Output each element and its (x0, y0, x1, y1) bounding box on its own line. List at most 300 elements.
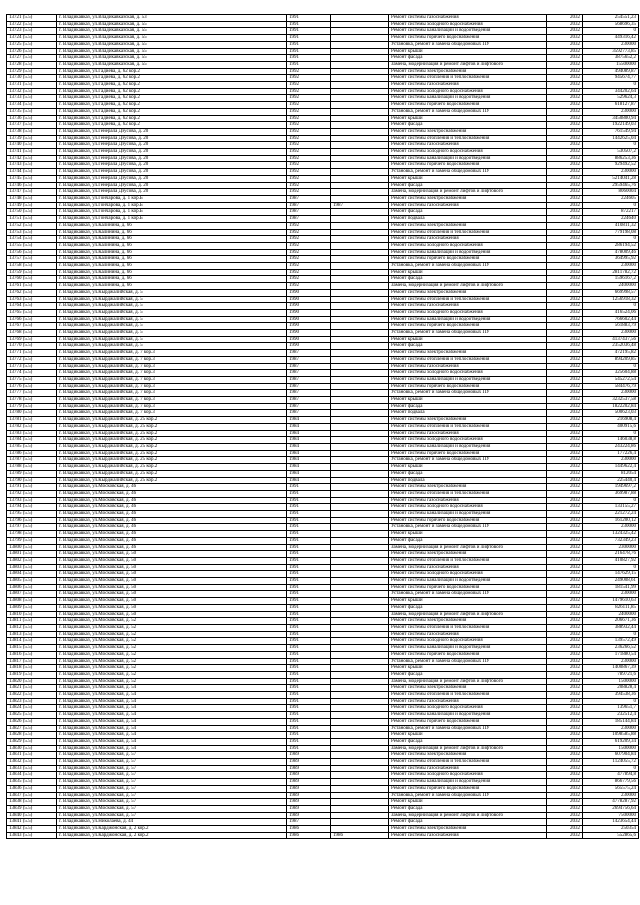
cell-build-year: 1991 (287, 598, 331, 605)
cell-extra-year (331, 82, 389, 89)
cell-build-year: 1991 (287, 61, 331, 68)
cell-work-type: Ремонт системы канализации и водоотведения (389, 155, 547, 162)
cell-address: г. Владикавказ, ул.Гадиева, д. 62 кор.2 (57, 108, 287, 115)
cell-cost: 494089,87 (583, 68, 639, 75)
cell-row-number: 13763 (5.5) (7, 296, 57, 303)
cell-extra-year (331, 376, 389, 383)
cell-address: г. Владикавказ, ул.Генерала Дзусова, д. 20 (57, 175, 287, 182)
cell-work-type: Ремонт системы холодного водоснабжения (389, 370, 547, 377)
table-row (7, 363, 639, 370)
cell-cost: 2400000 (583, 611, 639, 618)
cell-work-type: Ремонт системы отопления и теплоснабжения (389, 490, 547, 497)
cell-row-number: 13797 (5.5) (7, 524, 57, 531)
table-row (7, 732, 639, 739)
cell-row-number: 13768 (5.5) (7, 330, 57, 337)
cell-extra-year (331, 28, 389, 35)
cell-plan-year: 2032 (547, 303, 583, 310)
cell-work-type: Ремонт системы газоснабжения (389, 698, 547, 705)
cell-work-type: Ремонт системы электроснабжения (389, 618, 547, 625)
cell-address: г. Владикавказ, ул.Московская, д. 52 (57, 671, 287, 678)
cell-work-type: Ремонт системы отопления и теплоснабжения (389, 356, 547, 363)
cell-address: г. Владикавказ, ул.Московская, д. 54 (57, 718, 287, 725)
cell-address: г. Владикавказ, ул.Николаева, д. 44 (57, 819, 287, 826)
table-row (7, 195, 639, 202)
cell-work-type: Ремонт фасада (389, 276, 547, 283)
cell-row-number: 13840 (5.5) (7, 812, 57, 819)
cell-plan-year: 2032 (547, 799, 583, 806)
cell-address: г. Владикавказ, ул.Кырджалийская, д. 7 кор.3 (57, 397, 287, 404)
cell-extra-year (331, 638, 389, 645)
cell-address: г. Владикавказ, ул.Гончарова, д. 1 кор.Б (57, 195, 287, 202)
cell-plan-year: 2032 (547, 698, 583, 705)
cell-build-year: 1991 (287, 638, 331, 645)
cell-work-type: Установка, ремонт и замена общедомовых ПУ (389, 108, 547, 115)
cell-row-number: 13729 (5.5) (7, 68, 57, 75)
cell-work-type: Ремонт фасада (389, 343, 547, 350)
cell-build-year: 1991 (287, 578, 331, 585)
cell-row-number: 13758 (5.5) (7, 263, 57, 270)
cell-build-year: 1987 (287, 376, 331, 383)
cell-build-year: 1991 (287, 745, 331, 752)
cell-work-type: Ремонт системы электроснабжения (389, 222, 547, 229)
table-row (7, 175, 639, 182)
cell-work-type: Ремонт системы горячего водоснабжения (389, 517, 547, 524)
cell-work-type: Установка, ремонт и замена общедомовых ПУ (389, 169, 547, 176)
cell-plan-year: 2032 (547, 122, 583, 129)
cell-cost: 243224,86 (583, 444, 639, 451)
cell-build-year: 1992 (287, 236, 331, 243)
cell-row-number: 13795 (5.5) (7, 511, 57, 518)
cell-plan-year: 2032 (547, 370, 583, 377)
cell-address: г. Владикавказ, ул.Калинина, д. 66 (57, 229, 287, 236)
cell-cost: 181541,99 (583, 584, 639, 591)
cell-work-type: Ремонт системы электроснабжения (389, 195, 547, 202)
cell-row-number: 13820 (5.5) (7, 678, 57, 685)
cell-cost: 500623,03 (583, 410, 639, 417)
cell-address: г. Владикавказ, ул.Московская, д. 46 (57, 504, 287, 511)
cell-row-number: 13737 (5.5) (7, 122, 57, 129)
cell-address: г. Владикавказ, ул.Московская, д. 57 (57, 812, 287, 819)
cell-build-year: 1991 (287, 611, 331, 618)
cell-row-number: 13749 (5.5) (7, 202, 57, 209)
cell-plan-year: 2032 (547, 209, 583, 216)
cell-address: г. Владикавказ, ул.Кырджалийская, д. 7 кор.3 (57, 370, 287, 377)
cell-cost: 394538,36 (583, 692, 639, 699)
cell-build-year: 1991 (287, 531, 331, 538)
cell-build-year: 1991 (287, 618, 331, 625)
cell-row-number: 13766 (5.5) (7, 316, 57, 323)
cell-build-year: 1984 (287, 437, 331, 444)
cell-plan-year: 2032 (547, 397, 583, 404)
cell-build-year: 1992 (287, 122, 331, 129)
cell-address: г. Владикавказ, ул.Владикавказская, д. 55 (57, 28, 287, 35)
cell-build-year: 1992 (287, 249, 331, 256)
cell-cost: 565575,24 (583, 785, 639, 792)
cell-build-year: 1987 (287, 370, 331, 377)
cell-address: г. Владикавказ, ул.Кырджалийская, д. 7 кор.3 (57, 410, 287, 417)
cell-cost: 894209,85 (583, 356, 639, 363)
cell-extra-year (331, 115, 389, 122)
table-row (7, 611, 639, 618)
cell-build-year: 1989 (287, 772, 331, 779)
cell-plan-year: 2032 (547, 256, 583, 263)
cell-cost: 0 (583, 765, 639, 772)
table-row (7, 564, 639, 571)
cell-row-number: 13780 (5.5) (7, 410, 57, 417)
table-row (7, 692, 639, 699)
table-row (7, 390, 639, 397)
table-row (7, 651, 639, 658)
cell-plan-year: 2032 (547, 363, 583, 370)
cell-build-year: 1991 (287, 658, 331, 665)
cell-row-number: 13799 (5.5) (7, 537, 57, 544)
cell-extra-year (331, 169, 389, 176)
cell-work-type: Ремонт системы горячего водоснабжения (389, 383, 547, 390)
cell-work-type: Ремонт системы газоснабжения (389, 765, 547, 772)
cell-build-year: 1991 (287, 544, 331, 551)
cell-plan-year: 2032 (547, 564, 583, 571)
cell-address: г. Владикавказ, ул.Московская, д. 46 (57, 511, 287, 518)
cell-cost: 1324325,42 (583, 531, 639, 538)
cell-plan-year: 2032 (547, 450, 583, 457)
table-row (7, 410, 639, 417)
cell-plan-year: 2032 (547, 283, 583, 290)
cell-build-year: 1991 (287, 591, 331, 598)
cell-address: г. Владикавказ, ул.Московская, д. 57 (57, 765, 287, 772)
cell-plan-year: 2032 (547, 745, 583, 752)
cell-cost: 477894,8 (583, 772, 639, 779)
cell-row-number: 13755 (5.5) (7, 242, 57, 249)
cell-extra-year (331, 725, 389, 732)
table-row (7, 162, 639, 169)
cell-row-number: 13830 (5.5) (7, 745, 57, 752)
cell-build-year: 1992 (287, 142, 331, 149)
cell-cost: 177226,4 (583, 450, 639, 457)
cell-extra-year (331, 517, 389, 524)
cell-cost: 1124055,72 (583, 759, 639, 766)
cell-extra-year (331, 658, 389, 665)
cell-extra-year (331, 330, 389, 337)
cell-address: г. Владикавказ, ул.Московская, д. 50 (57, 578, 287, 585)
cell-extra-year (331, 323, 389, 330)
cell-extra-year (331, 189, 389, 196)
cell-extra-year (331, 283, 389, 290)
table-row (7, 537, 639, 544)
cell-extra-year (331, 645, 389, 652)
cell-extra-year (331, 242, 389, 249)
cell-address: г. Владикавказ, ул.Кырджалийская, д. 25 кор.2 (57, 464, 287, 471)
cell-cost: 388932,44 (583, 624, 639, 631)
cell-plan-year: 2032 (547, 725, 583, 732)
cell-address: г. Владикавказ, ул.Московская, д. 46 (57, 537, 287, 544)
cell-address: г. Владикавказ, ул.Кырджалийская, д. 7 кор.3 (57, 363, 287, 370)
cell-plan-year: 2032 (547, 524, 583, 531)
cell-work-type: Ремонт фасада (389, 122, 547, 129)
cell-row-number: 13831 (5.5) (7, 752, 57, 759)
cell-cost: 4137437,56 (583, 336, 639, 343)
cell-build-year: 1989 (287, 752, 331, 759)
cell-build-year: 1992 (287, 75, 331, 82)
table-row (7, 242, 639, 249)
cell-plan-year: 2032 (547, 102, 583, 109)
cell-address: г. Владикавказ, ул.Кырджалийская, д. 5 (57, 296, 287, 303)
cell-extra-year (331, 336, 389, 343)
cell-extra-year (331, 611, 389, 618)
cell-plan-year: 2032 (547, 135, 583, 142)
cell-work-type: Установка, ремонт и замена общедомовых ПУ (389, 792, 547, 799)
table-row (7, 805, 639, 812)
cell-row-number: 13834 (5.5) (7, 772, 57, 779)
table-row (7, 826, 639, 833)
table-row (7, 330, 639, 337)
cell-build-year: 1990 (287, 296, 331, 303)
cell-cost: 826111,85 (583, 604, 639, 611)
cell-work-type: Ремонт системы электроснабжения (389, 350, 547, 357)
cell-extra-year (331, 812, 389, 819)
cell-row-number: 13828 (5.5) (7, 732, 57, 739)
cell-address: г. Владикавказ, ул.Кырджалийская, д. 7 кор.3 (57, 390, 287, 397)
cell-row-number: 13782 (5.5) (7, 423, 57, 430)
cell-plan-year: 2032 (547, 417, 583, 424)
cell-extra-year (331, 444, 389, 451)
cell-row-number: 13721 (5.5) (7, 15, 57, 22)
cell-extra-year (331, 155, 389, 162)
cell-cost: 618127,87 (583, 102, 639, 109)
cell-row-number: 13819 (5.5) (7, 671, 57, 678)
cell-row-number: 13736 (5.5) (7, 115, 57, 122)
cell-build-year: 1991 (287, 604, 331, 611)
cell-build-year: 1992 (287, 189, 331, 196)
table-row (7, 477, 639, 484)
table-row (7, 584, 639, 591)
cell-extra-year (331, 222, 389, 229)
table-row (7, 122, 639, 129)
cell-extra-year (331, 55, 389, 62)
cell-row-number: 13734 (5.5) (7, 102, 57, 109)
cell-build-year: 1992 (287, 283, 331, 290)
cell-address: г. Владикавказ, ул.Московская, д. 57 (57, 792, 287, 799)
table-row (7, 779, 639, 786)
table-row (7, 182, 639, 189)
cell-plan-year: 2032 (547, 598, 583, 605)
cell-work-type: Ремонт системы электроснабжения (389, 685, 547, 692)
table-row (7, 303, 639, 310)
cell-row-number: 13804 (5.5) (7, 571, 57, 578)
table-row (7, 28, 639, 35)
cell-extra-year (331, 732, 389, 739)
cell-extra-year (331, 464, 389, 471)
cell-plan-year: 2032 (547, 356, 583, 363)
cell-work-type: Ремонт системы газоснабжения (389, 142, 547, 149)
cell-build-year: 1987 (287, 403, 331, 410)
cell-work-type: Ремонт системы отопления и теплоснабжения (389, 759, 547, 766)
cell-extra-year (331, 303, 389, 310)
cell-build-year: 1990 (287, 330, 331, 337)
cell-address: г. Владикавказ, ул.Московская, д. 46 (57, 490, 287, 497)
cell-extra-year (331, 423, 389, 430)
cell-work-type: Ремонт системы газоснабжения (389, 236, 547, 243)
cell-plan-year: 2032 (547, 665, 583, 672)
cell-work-type: Ремонт фасада (389, 182, 547, 189)
cell-build-year: 1984 (287, 423, 331, 430)
cell-cost: 147629,15 (583, 571, 639, 578)
cell-work-type: Ремонт системы отопления и теплоснабжения (389, 296, 547, 303)
cell-extra-year (331, 785, 389, 792)
cell-cost: 216478,76 (583, 551, 639, 558)
cell-row-number: 13778 (5.5) (7, 397, 57, 404)
cell-work-type: Ремонт крыши (389, 397, 547, 404)
cell-extra-year (331, 712, 389, 719)
cell-cost: 221272,24 (583, 511, 639, 518)
cell-cost: 139572,49 (583, 638, 639, 645)
cell-cost: 761549,94 (583, 128, 639, 135)
cell-build-year: 1991 (287, 712, 331, 719)
cell-cost: 2300000 (583, 544, 639, 551)
cell-cost: 254551,23 (583, 15, 639, 22)
cell-row-number: 13781 (5.5) (7, 417, 57, 424)
cell-work-type: Ремонт системы канализации и водоотведения (389, 316, 547, 323)
cell-cost: 529624,3 (583, 95, 639, 102)
cell-address: г. Владикавказ, ул.Московская, д. 54 (57, 725, 287, 732)
cell-row-number: 13728 (5.5) (7, 61, 57, 68)
cell-build-year: 1989 (287, 805, 331, 812)
cell-build-year: 1986 (287, 832, 331, 839)
cell-extra-year (331, 598, 389, 605)
cell-row-number: 13813 (5.5) (7, 631, 57, 638)
cell-work-type: Ремонт системы горячего водоснабжения (389, 651, 547, 658)
cell-plan-year: 2032 (547, 410, 583, 417)
table-row (7, 685, 639, 692)
cell-cost: 732349,23 (583, 537, 639, 544)
cell-extra-year (331, 551, 389, 558)
cell-row-number: 13751 (5.5) (7, 216, 57, 223)
cell-extra-year (331, 477, 389, 484)
cell-plan-year: 2032 (547, 457, 583, 464)
cell-build-year: 1992 (287, 229, 331, 236)
cell-build-year: 1984 (287, 417, 331, 424)
cell-address: г. Владикавказ, ул.Московская, д. 46 (57, 484, 287, 491)
cell-work-type: Ремонт крыши (389, 115, 547, 122)
cell-row-number: 13836 (5.5) (7, 785, 57, 792)
cell-cost: 3450800,94 (583, 115, 639, 122)
cell-build-year: 1991 (287, 557, 331, 564)
table-row (7, 309, 639, 316)
table-row (7, 490, 639, 497)
cell-row-number: 13777 (5.5) (7, 390, 57, 397)
cell-address: г. Владикавказ, ул.Генерала Дзусова, д. 20 (57, 128, 287, 135)
cell-address: г. Владикавказ, ул.Кырджалийская, д. 7 кор.3 (57, 356, 287, 363)
cell-address: г. Владикавказ, ул.Кырджалийская, д. 5 (57, 336, 287, 343)
table-row (7, 229, 639, 236)
cell-build-year: 1992 (287, 162, 331, 169)
cell-cost: 286194,52 (583, 242, 639, 249)
cell-address: г. Владикавказ, ул.Владикавказская, д. 55 (57, 41, 287, 48)
cell-row-number: 13731 (5.5) (7, 82, 57, 89)
cell-work-type: Ремонт фасада (389, 470, 547, 477)
cell-extra-year (331, 356, 389, 363)
cell-work-type: Ремонт системы газоснабжения (389, 303, 547, 310)
cell-row-number: 13837 (5.5) (7, 792, 57, 799)
table-row (7, 149, 639, 156)
cell-build-year: 1987 (287, 216, 331, 223)
cell-build-year: 1991 (287, 504, 331, 511)
cell-plan-year: 2032 (547, 68, 583, 75)
cell-address: г. Владикавказ, ул.Московская, д. 54 (57, 712, 287, 719)
table-row (7, 155, 639, 162)
cell-cost: 584476,79 (583, 383, 639, 390)
cell-work-type: Ремонт системы газоснабжения (389, 564, 547, 571)
table-row (7, 316, 639, 323)
cell-cost: 216908,4 (583, 417, 639, 424)
cell-work-type: Ремонт системы горячего водоснабжения (389, 785, 547, 792)
cell-build-year: 1987 (287, 363, 331, 370)
table-row (7, 671, 639, 678)
cell-row-number: 13730 (5.5) (7, 75, 57, 82)
cell-build-year: 1991 (287, 15, 331, 22)
cell-row-number: 13726 (5.5) (7, 48, 57, 55)
cell-extra-year: 1987 (331, 202, 389, 209)
cell-extra-year (331, 350, 389, 357)
cell-cost: 929492,52 (583, 162, 639, 169)
table-row (7, 276, 639, 283)
cell-plan-year: 2032 (547, 812, 583, 819)
cell-build-year: 1992 (287, 256, 331, 263)
cell-work-type: Ремонт системы газоснабжения (389, 430, 547, 437)
cell-cost: 230000 (583, 390, 639, 397)
cell-work-type: Ремонт системы горячего водоснабжения (389, 718, 547, 725)
cell-cost: 0 (583, 698, 639, 705)
cell-build-year: 1991 (287, 718, 331, 725)
cell-work-type: Ремонт системы холодного водоснабжения (389, 772, 547, 779)
cell-extra-year (331, 692, 389, 699)
cell-cost: 568696,35 (583, 21, 639, 28)
cell-build-year: 1989 (287, 812, 331, 819)
cell-cost: 2352036,48 (583, 343, 639, 350)
cell-cost: 230000 (583, 169, 639, 176)
cell-build-year: 1991 (287, 685, 331, 692)
cell-work-type: Ремонт системы газоснабжения (389, 497, 547, 504)
cell-address: г. Владикавказ, ул.Калинина, д. 66 (57, 276, 287, 283)
cell-extra-year (331, 698, 389, 705)
table-row (7, 497, 639, 504)
cell-address: г. Владикавказ, ул.Владикавказская, д. 55 (57, 48, 287, 55)
cell-plan-year: 2032 (547, 591, 583, 598)
cell-build-year: 1991 (287, 524, 331, 531)
cell-extra-year (331, 557, 389, 564)
cell-cost: 449316,42 (583, 35, 639, 42)
cell-cost: 0 (583, 363, 639, 370)
cell-plan-year: 2032 (547, 149, 583, 156)
cell-cost: 0 (583, 202, 639, 209)
cell-extra-year (331, 497, 389, 504)
cell-extra-year (331, 41, 389, 48)
cell-address: г. Владикавказ, ул.Генерала Дзусова, д. 20 (57, 155, 287, 162)
cell-row-number: 13772 (5.5) (7, 356, 57, 363)
cell-row-number: 13771 (5.5) (7, 350, 57, 357)
cell-build-year: 1990 (287, 309, 331, 316)
cell-work-type: Ремонт системы горячего водоснабжения (389, 35, 547, 42)
cell-extra-year (331, 745, 389, 752)
cell-work-type: Ремонт системы горячего водоснабжения (389, 450, 547, 457)
cell-address: г. Владикавказ, ул.Генерала Дзусова, д. 20 (57, 162, 287, 169)
cell-address: г. Владикавказ, ул.Московская, д. 54 (57, 705, 287, 712)
cell-plan-year: 2032 (547, 189, 583, 196)
cell-cost: 416524,06 (583, 309, 639, 316)
cell-row-number: 13801 (5.5) (7, 551, 57, 558)
cell-address: г. Владикавказ, ул.Владикавказская, д. 53 (57, 15, 287, 22)
cell-work-type: Ремонт системы холодного водоснабжения (389, 149, 547, 156)
cell-address: г. Владикавказ, ул.Генерала Дзусова, д. 20 (57, 169, 287, 176)
